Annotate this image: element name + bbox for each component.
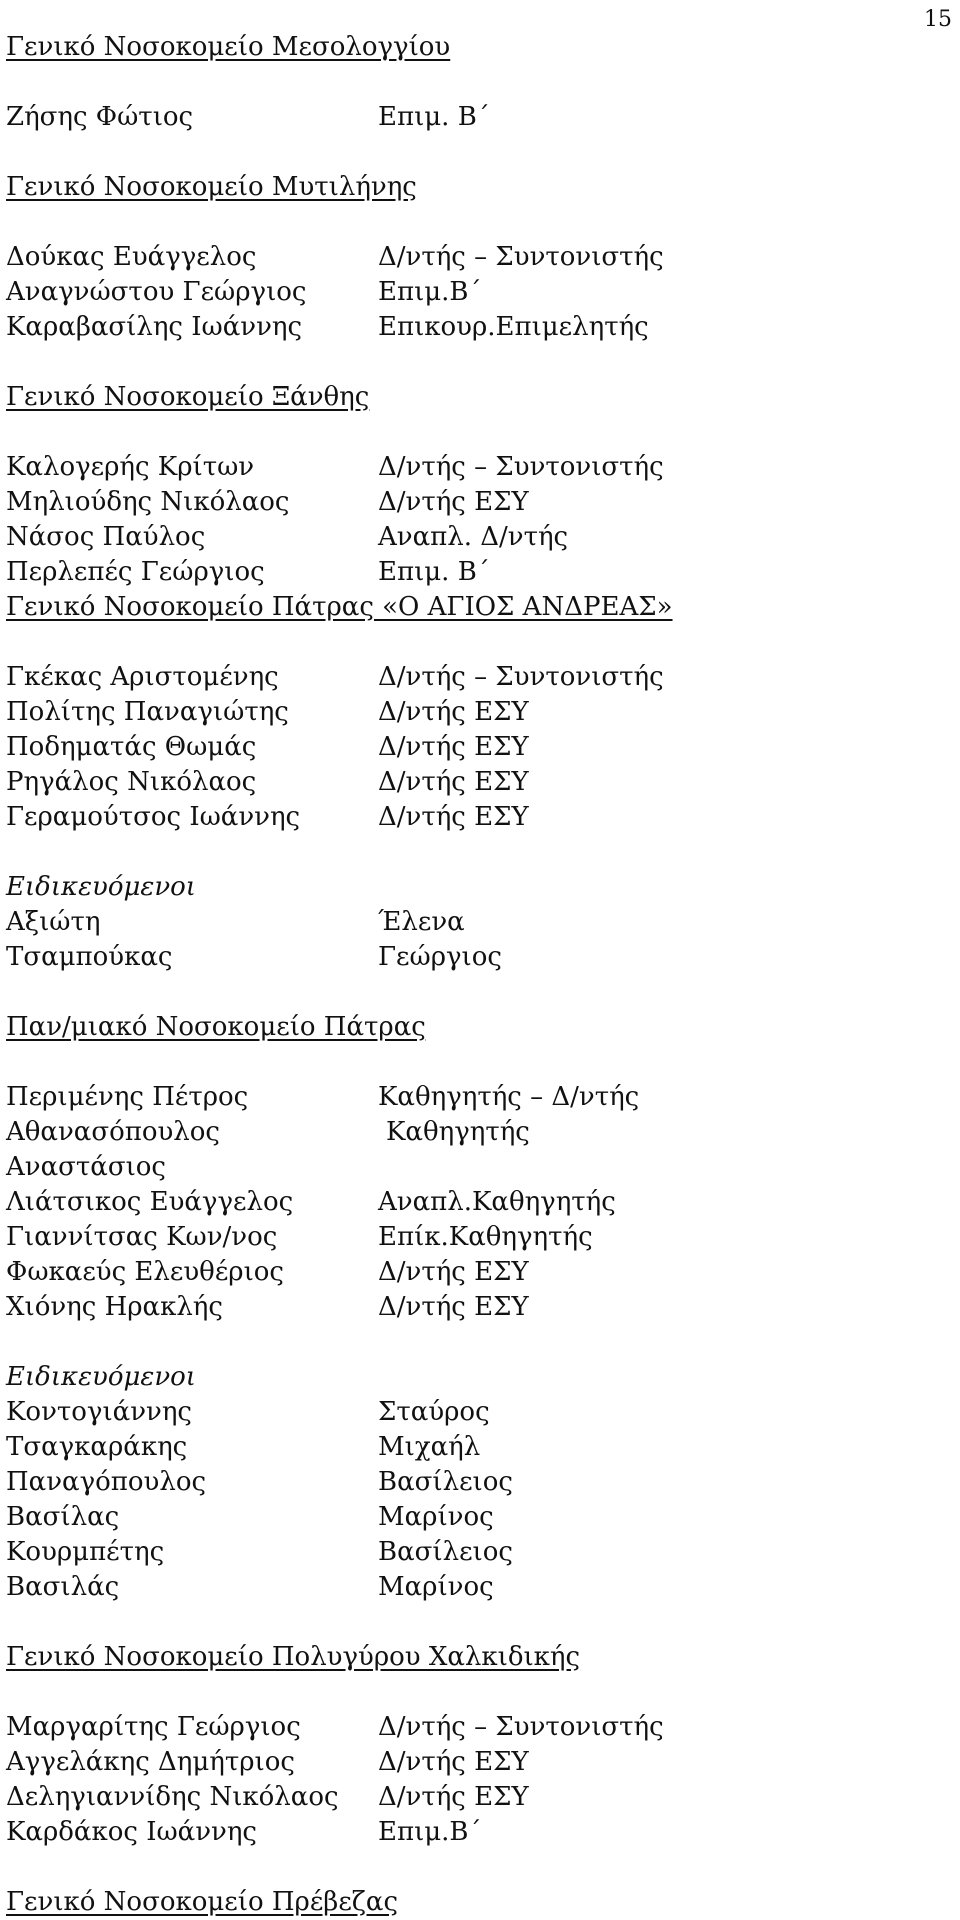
staff-name: Αγγελάκης Δημήτριος bbox=[6, 1747, 295, 1777]
staff-title: Δ/ντής ΕΣΥ bbox=[378, 802, 529, 832]
residents-label: Ειδικευόμενοι bbox=[6, 872, 196, 902]
hospital-heading: Γενικό Νοσοκομείο Πρέβεζας bbox=[6, 1887, 399, 1917]
staff-row bbox=[6, 310, 946, 345]
resident-surname: Τσαγκαράκης bbox=[6, 1432, 188, 1462]
staff-row bbox=[6, 730, 946, 765]
staff-name: Ρηγάλος Νικόλαος bbox=[6, 767, 257, 797]
staff-name: Περλεπές Γεώργιος bbox=[6, 557, 265, 587]
staff-row bbox=[6, 520, 946, 555]
resident-row bbox=[6, 905, 946, 940]
staff-title: Δ/ντής – Συντονιστής bbox=[378, 242, 664, 272]
resident-firstname: Μαρίνος bbox=[378, 1502, 494, 1532]
hospital-heading: Γενικό Νοσοκομείο Πολυγύρου Χαλκιδικής bbox=[6, 1642, 581, 1672]
staff-title: Δ/ντής ΕΣΥ bbox=[378, 1257, 529, 1287]
staff-row bbox=[6, 100, 946, 135]
resident-surname: Αξιώτη bbox=[6, 907, 101, 937]
staff-name: Πολίτης Παναγιώτης bbox=[6, 697, 289, 727]
resident-firstname: Γεώργιος bbox=[378, 942, 502, 972]
resident-row bbox=[6, 1535, 946, 1570]
staff-row bbox=[6, 1255, 946, 1290]
staff-row bbox=[6, 1290, 946, 1325]
resident-firstname: Έλενα bbox=[378, 907, 465, 937]
hospital-heading: Παν/μιακό Νοσοκομείο Πάτρας bbox=[6, 1012, 426, 1042]
staff-row bbox=[6, 800, 946, 835]
hospital-section bbox=[6, 1885, 946, 1920]
staff-title: Δ/ντής – Συντονιστής bbox=[378, 1712, 664, 1742]
resident-firstname: Μαρίνος bbox=[378, 1572, 494, 1602]
staff-name: Νάσος Παύλος bbox=[6, 522, 206, 552]
staff-row bbox=[6, 1710, 946, 1745]
page-number: 15 bbox=[924, 7, 952, 32]
staff-name: Καρδάκος Ιωάννης bbox=[6, 1817, 257, 1847]
staff-name: Δούκας Ευάγγελος bbox=[6, 242, 257, 272]
staff-name: Καλογερής Κρίτων bbox=[6, 452, 255, 482]
staff-name: Μαργαρίτης Γεώργιος bbox=[6, 1712, 301, 1742]
staff-row bbox=[6, 1080, 946, 1115]
staff-row bbox=[6, 1780, 946, 1815]
resident-firstname: Βασίλειος bbox=[378, 1467, 513, 1497]
staff-name: Μηλιούδης Νικόλαος bbox=[6, 487, 290, 517]
staff-title: Επικουρ.Επιμελητής bbox=[378, 312, 649, 342]
hospital-heading: Γενικό Νοσοκομείο Μυτιλήνης bbox=[6, 172, 417, 202]
staff-title: Επίκ.Καθηγητής bbox=[378, 1222, 593, 1252]
staff-title: Δ/ντής ΕΣΥ bbox=[378, 1292, 529, 1322]
resident-row bbox=[6, 940, 946, 975]
staff-name: Δεληγιαννίδης Νικόλαος bbox=[6, 1782, 339, 1812]
resident-surname: Βασίλας bbox=[6, 1502, 120, 1532]
resident-firstname: Μιχαήλ bbox=[378, 1432, 481, 1462]
staff-name: Αναγνώστου Γεώργιος bbox=[6, 277, 307, 307]
hospital-section bbox=[6, 380, 946, 590]
resident-surname: Τσαμπούκας bbox=[6, 942, 173, 972]
staff-row bbox=[6, 555, 946, 590]
staff-title: Επιμ. Β΄ bbox=[378, 102, 490, 132]
staff-row bbox=[6, 1815, 946, 1850]
resident-firstname: Σταύρος bbox=[378, 1397, 490, 1427]
staff-title: Καθηγητής bbox=[386, 1117, 530, 1147]
residents-label: Ειδικευόμενοι bbox=[6, 1362, 196, 1392]
staff-title: Δ/ντής ΕΣΥ bbox=[378, 1747, 529, 1777]
staff-name: Φωκαεύς Ελευθέριος bbox=[6, 1257, 284, 1287]
hospital-section bbox=[6, 170, 946, 345]
hospital-section bbox=[6, 30, 946, 135]
staff-title: Δ/ντής ΕΣΥ bbox=[378, 767, 529, 797]
hospital-section bbox=[6, 590, 946, 975]
resident-row bbox=[6, 1465, 946, 1500]
staff-name: Γιαννίτσας Κων/νος bbox=[6, 1222, 278, 1252]
resident-row bbox=[6, 1570, 946, 1605]
staff-title: Δ/ντής ΕΣΥ bbox=[378, 697, 529, 727]
resident-row bbox=[6, 1430, 946, 1465]
staff-title: Επιμ.Β΄ bbox=[378, 277, 482, 307]
staff-name: Χιόνης Ηρακλής bbox=[6, 1292, 223, 1322]
staff-name: Ποδηματάς Θωμάς bbox=[6, 732, 257, 762]
staff-row bbox=[6, 660, 946, 695]
resident-row bbox=[6, 1500, 946, 1535]
document-page bbox=[6, 30, 946, 1920]
staff-row bbox=[6, 1115, 946, 1185]
staff-row bbox=[6, 1220, 946, 1255]
hospital-heading: Γενικό Νοσοκομείο Πάτρας «Ο ΑΓΙΟΣ ΑΝΔΡΕΑΣ» bbox=[6, 592, 673, 622]
staff-name: Αθανασόπουλος Αναστάσιος bbox=[6, 1117, 220, 1182]
staff-row bbox=[6, 240, 946, 275]
resident-firstname: Βασίλειος bbox=[378, 1537, 513, 1567]
staff-title: Αναπλ. Δ/ντής bbox=[378, 522, 569, 552]
staff-name: Γκέκας Αριστομένης bbox=[6, 662, 279, 692]
resident-row bbox=[6, 1395, 946, 1430]
staff-title: Δ/ντής – Συντονιστής bbox=[378, 452, 664, 482]
staff-name: Περιμένης Πέτρος bbox=[6, 1082, 249, 1112]
staff-row bbox=[6, 1745, 946, 1780]
staff-row bbox=[6, 485, 946, 520]
staff-title: Δ/ντής ΕΣΥ bbox=[378, 732, 529, 762]
hospital-section bbox=[6, 1640, 946, 1850]
staff-row bbox=[6, 275, 946, 310]
staff-name: Ζήσης Φώτιος bbox=[6, 102, 194, 132]
staff-title: Δ/ντής – Συντονιστής bbox=[378, 662, 664, 692]
staff-title: Αναπλ.Καθηγητής bbox=[378, 1187, 616, 1217]
resident-surname: Παναγόπουλος bbox=[6, 1467, 207, 1497]
staff-title: Δ/ντής ΕΣΥ bbox=[378, 487, 529, 517]
staff-row bbox=[6, 765, 946, 800]
staff-row bbox=[6, 450, 946, 485]
staff-title: Επιμ. Β΄ bbox=[378, 557, 490, 587]
hospital-heading: Γενικό Νοσοκομείο Ξάνθης bbox=[6, 382, 370, 412]
resident-surname: Κοντογιάννης bbox=[6, 1397, 192, 1427]
staff-title: Επιμ.Β΄ bbox=[378, 1817, 482, 1847]
staff-title: Καθηγητής – Δ/ντής bbox=[378, 1082, 640, 1112]
staff-title: Δ/ντής ΕΣΥ bbox=[378, 1782, 529, 1812]
staff-name: Καραβασίλης Ιωάννης bbox=[6, 312, 303, 342]
staff-name: Γεραμούτσος Ιωάννης bbox=[6, 802, 301, 832]
resident-surname: Κουρμπέτης bbox=[6, 1537, 165, 1567]
resident-surname: Βασιλάς bbox=[6, 1572, 120, 1602]
staff-name: Λιάτσικος Ευάγγελος bbox=[6, 1187, 294, 1217]
staff-row bbox=[6, 695, 946, 730]
hospital-heading: Γενικό Νοσοκομείο Μεσολογγίου bbox=[6, 32, 451, 62]
hospital-section bbox=[6, 1010, 946, 1605]
staff-row bbox=[6, 1185, 946, 1220]
